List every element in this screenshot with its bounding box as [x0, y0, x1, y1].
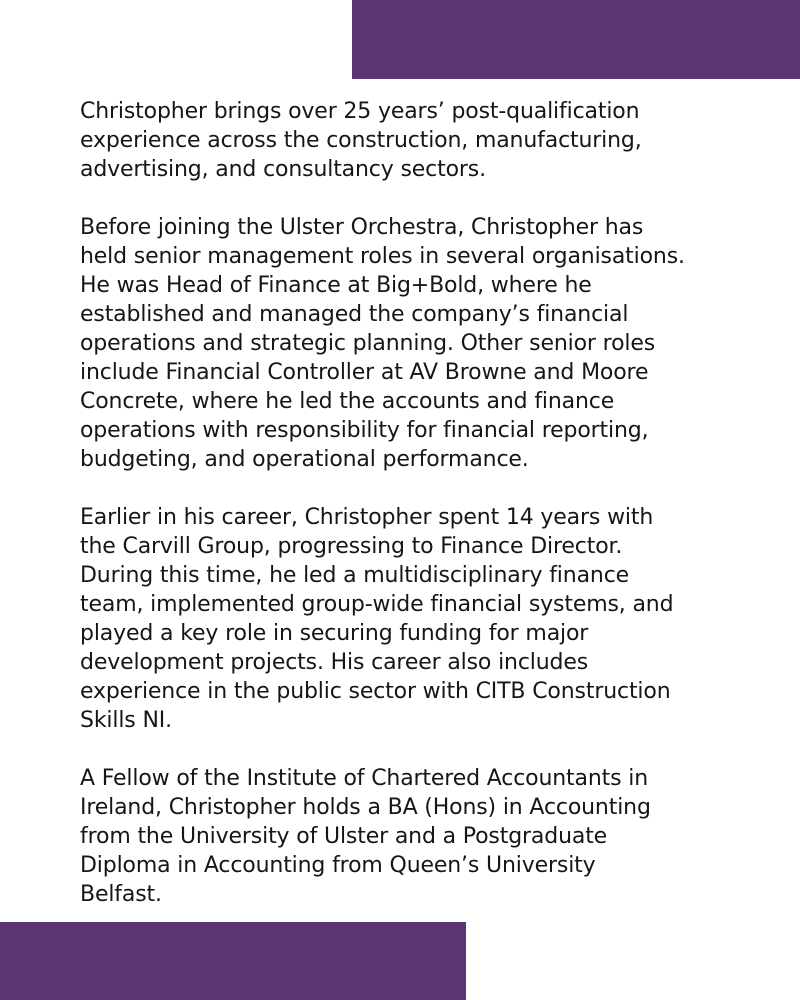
text-line: He was Head of Finance at Big+Bold, where he [80, 273, 592, 298]
paragraph-senior-roles [80, 213, 755, 474]
text-line: the Carvill Group, progressing to Finance Director. [80, 534, 623, 559]
text-line: played a key role in securing funding for major [80, 621, 589, 646]
text-line: include Financial Controller at AV Browne and Moore [80, 360, 649, 385]
paragraph-early-career [80, 503, 755, 735]
text-line: from the University of Ulster and a Postgraduate [80, 824, 608, 849]
text-line: Ireland, Christopher holds a BA (Hons) in Accounting [80, 795, 651, 820]
text-line: Belfast. [80, 882, 162, 907]
text-line: Diploma in Accounting from Queen’s University [80, 853, 596, 878]
text-line: experience across the construction, manufacturing, [80, 128, 642, 153]
text-line: experience in the public sector with CITB Construction [80, 679, 671, 704]
text-line: team, implemented group-wide financial systems, and [80, 592, 674, 617]
bio-text [80, 97, 755, 938]
text-line: established and managed the company’s financial [80, 302, 629, 327]
text-line: Christopher brings over 25 years’ post-qualification [80, 99, 640, 124]
paragraph-experience [80, 97, 755, 184]
bottom-accent-bar [0, 922, 466, 1000]
top-accent-bar [352, 0, 800, 79]
text-line: A Fellow of the Institute of Chartered Accountants in [80, 766, 649, 791]
text-line: development projects. His career also includes [80, 650, 589, 675]
text-line: operations and strategic planning. Other senior roles [80, 331, 656, 356]
text-line: operations with responsibility for financial reporting, [80, 418, 649, 443]
text-line: Skills NI. [80, 708, 172, 733]
text-line: Before joining the Ulster Orchestra, Christopher has [80, 215, 644, 240]
text-line: held senior management roles in several organisations. [80, 244, 685, 269]
text-line: Concrete, where he led the accounts and finance [80, 389, 615, 414]
text-line: Earlier in his career, Christopher spent 14 years with [80, 505, 654, 530]
text-line: budgeting, and operational performance. [80, 447, 529, 472]
text-line: advertising, and consultancy sectors. [80, 157, 486, 182]
text-line: During this time, he led a multidisciplinary finance [80, 563, 630, 588]
paragraph-qualifications [80, 764, 755, 909]
